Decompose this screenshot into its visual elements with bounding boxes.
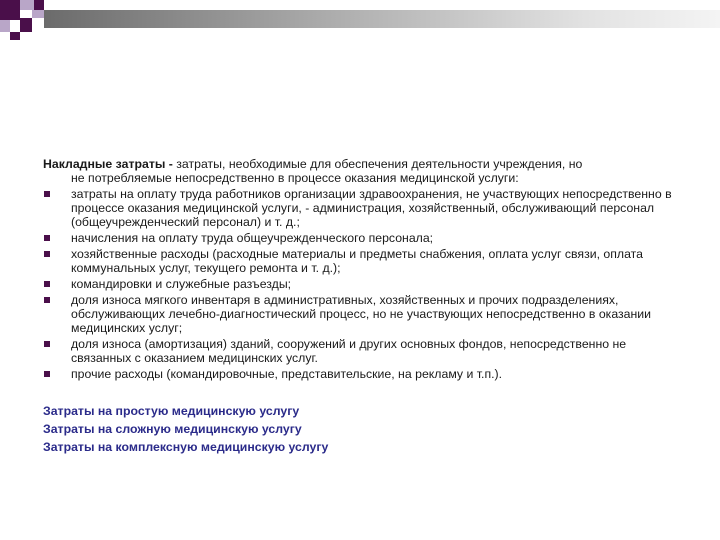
square-bullet-icon [44,341,50,347]
list-item: затраты на оплату труда работников организации здравоохранения, не участвующих непосредственно в процессе оказания медицинской услуги, - администрация, хозяйственный, обслуживающий персонал (общеучрежденческий персонал) и т. д.; [43,187,683,229]
simple-service-link[interactable]: Затраты на простую медицинскую услугу [43,404,300,418]
list-item: доля износа (амортизация) зданий, сооружений и других основных фондов, непосредственно не связанных с оказанием медицинских услуг. [43,337,683,365]
intro-text: затраты, необходимые для обеспечения деятельности учреждения, но [172,157,583,171]
intro-continuation: не потребляемые непосредственно в процессе оказания медицинской услуги: [71,171,519,185]
header-gradient-band [44,10,720,28]
square-bullet-icon [44,297,50,303]
square-bullet-icon [44,281,50,287]
square-bullet-icon [44,371,50,377]
list-item: доля износа мягкого инвентаря в административных, хозяйственных и прочих подразделениях, обслуживающих лечебно-диагностический процесс, но не участвующих непосредственно в оказании медицинских услуг; [43,293,683,335]
square-bullet-icon [44,191,50,197]
list-item: прочие расходы (командировочные, представительские, на рекламу и т.п.). [43,367,683,381]
cost-type-links [43,402,683,456]
complex-service-link[interactable]: Затраты на сложную медицинскую услугу [43,422,302,436]
intro-paragraph [43,157,683,185]
list-item: начисления на оплату труда общеучрежденческого персонала; [43,231,683,245]
square-bullet-icon [44,235,50,241]
comprehensive-service-link[interactable]: Затраты на комплексную медицинскую услугу [43,440,329,454]
list-item: хозяйственные расходы (расходные материалы и предметы снабжения, оплата услуг связи, оплата коммунальных услуг, текущего ремонта и т. д.); [43,247,683,275]
list-item: командировки и служебные разъезды; [43,277,683,291]
square-bullet-icon [44,251,50,257]
intro-term: Накладные затраты - [43,157,173,171]
cost-items-list [43,187,683,381]
slide-content [43,157,683,383]
